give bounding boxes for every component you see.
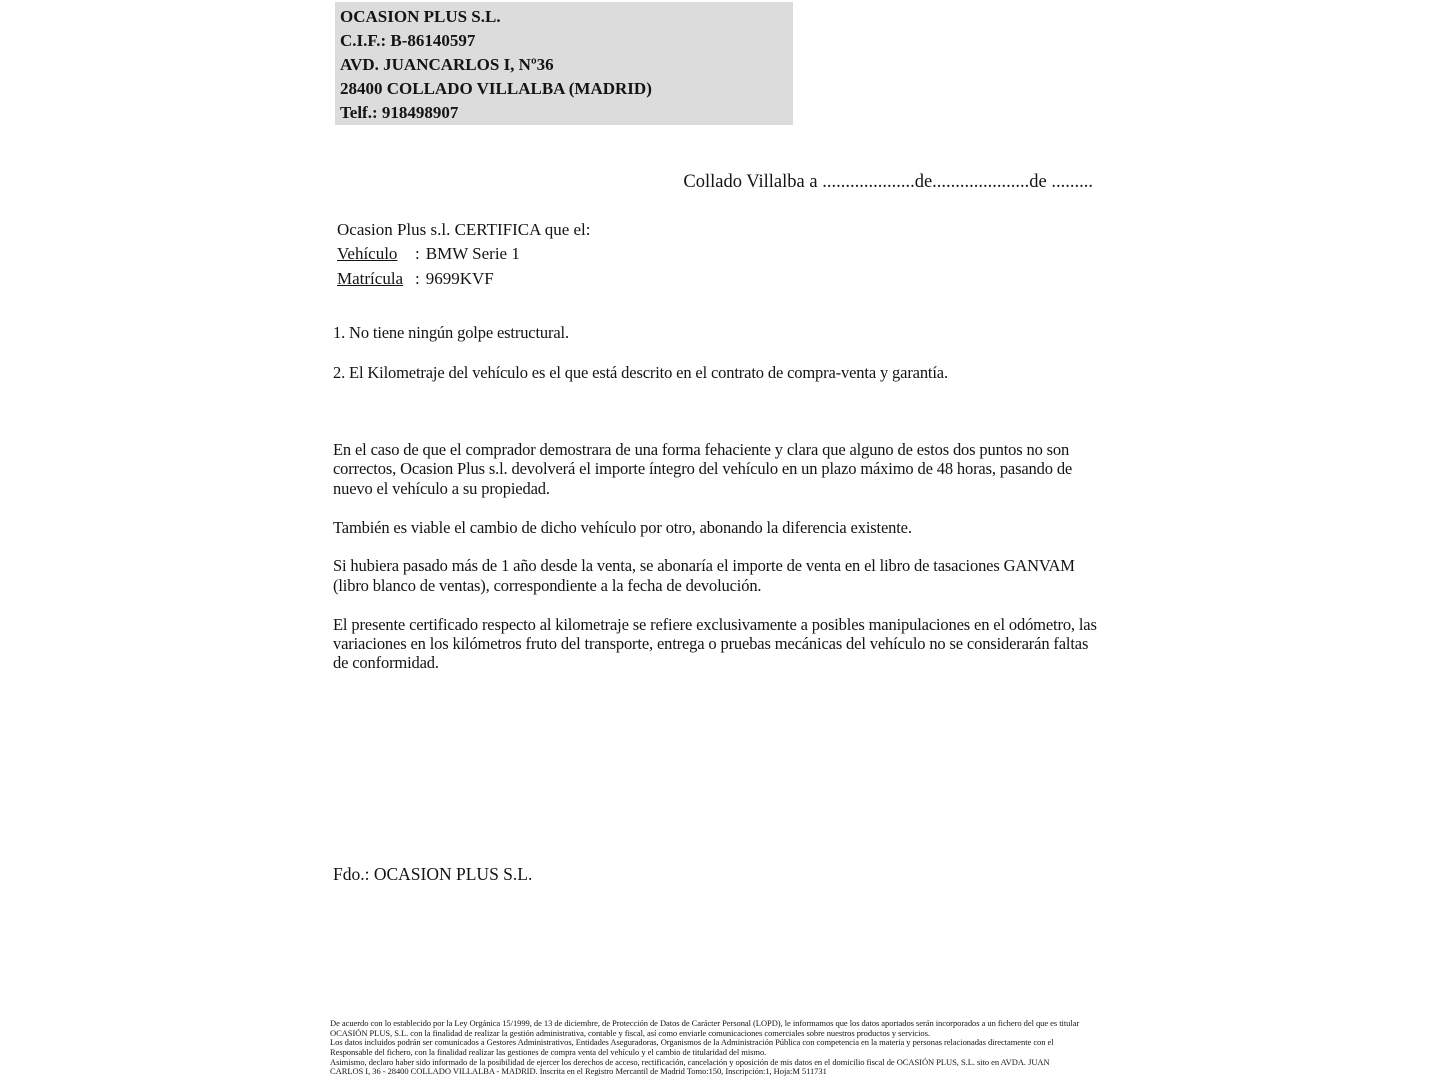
paragraph-exchange: También es viable el cambio de dicho vehículo por otro, abonando la diferencia existente.	[333, 517, 912, 537]
company-city: 28400 COLLADO VILLALBA (MADRID)	[340, 79, 652, 98]
legal-line: CARLOS I, 36 - 28400 COLLADO VILLALBA - MADRID. Inscrita en el Registro Mercantil de Madrid Tomo:150, Inscripción:1, Hoja:M 511731	[330, 1066, 827, 1077]
legal-line: De acuerdo con lo establecido por la Ley Orgánica 15/1999, de 13 de diciembre, de Protección de Datos de Carácter Personal (LOPD), le informamos que los datos aportados serán incorporados a un fichero del que es titular	[330, 1018, 1080, 1028]
certificate-intro: Ocasion Plus s.l. CERTIFICA que el:	[337, 220, 591, 239]
vehicle-value: BMW Serie 1	[425, 244, 520, 264]
vehicle-label: Vehículo	[337, 244, 398, 264]
company-phone: Telf.: 918498907	[340, 103, 459, 122]
plate-separator: :	[415, 268, 420, 288]
company-cif: C.I.F.: B-86140597	[340, 31, 476, 50]
vehicle-separator: :	[415, 244, 420, 264]
plate-label-box	[337, 267, 415, 291]
paragraph-odometer: El presente certificado respecto al kilometraje se refiere exclusivamente a posibles manipulaciones en el odómetro, las variaciones en los kilómetros fruto del transporte, entrega o pruebas mecánicas del vehículo no se considerarán faltas de conformidad.	[333, 614, 1097, 673]
signature-line: Fdo.: OCASION PLUS S.L.	[333, 864, 533, 884]
legal-line: Los datos incluidos podrán ser comunicados a Gestores Administrativos, Entidades Aseguradoras, Organismos de la Administración Pública con competencia en la materia y personas relacionadas directamente con el	[330, 1037, 1054, 1048]
company-address: AVD. JUANCARLOS I, Nº36	[340, 55, 554, 74]
legal-fine-print	[330, 1019, 1079, 1077]
point-1: 1. No tiene ningún golpe estructural.	[333, 323, 569, 342]
company-name: OCASION PLUS S.L.	[340, 7, 501, 26]
certificate-block	[337, 218, 591, 291]
body-paragraphs	[333, 440, 1103, 673]
paragraph-ganvam: Si hubiera pasado más de 1 año desde la venta, se abonaría el importe de venta en el libro de tasaciones GANVAM (libro blanco de ventas), correspondiente a la fecha de devolución.	[333, 556, 1075, 595]
vehicle-label-box	[337, 242, 415, 266]
legal-line: Responsable del fichero, con la finalidad realizar las gestiones de compra venta del vehículo y el cambio de titularidad del mismo.	[330, 1046, 767, 1057]
legal-line: OCASIÓN PLUS, S.L. con la finalidad de realizar la gestión administrativa, contable y fiscal, así como enviarle comunicaciones comerciales sobre nuestros productos y servicios.	[330, 1027, 930, 1038]
paragraph-refund: En el caso de que el comprador demostrara de una forma fehaciente y clara que alguno de estos dos puntos no son correctos, Ocasion Plus s.l. devolverá el importe íntegro del vehículo en un plazo máximo de 48 horas, pasando de nuevo el vehículo a su propiedad.	[333, 440, 1073, 498]
plate-row	[337, 267, 591, 291]
plate-label: Matrícula	[337, 268, 404, 288]
plate-value: 9699KVF	[425, 268, 494, 288]
point-2: 2. El Kilometraje del vehículo es el que está descrito en el contrato de compra-venta y garantía.	[333, 363, 948, 382]
vehicle-row	[337, 242, 591, 266]
company-header-block	[335, 2, 793, 125]
date-line: Collado Villalba a ....................de.....................de .........	[683, 172, 1093, 192]
legal-line: Asimismo, declaro haber sido informado de la posibilidad de ejercer los derechos de acceso, rectificación, cancelación y oposición de mis datos en el domicilio fiscal de OCASIÓN PLUS, S.L. sito en AVDA. JUAN	[330, 1056, 1050, 1067]
